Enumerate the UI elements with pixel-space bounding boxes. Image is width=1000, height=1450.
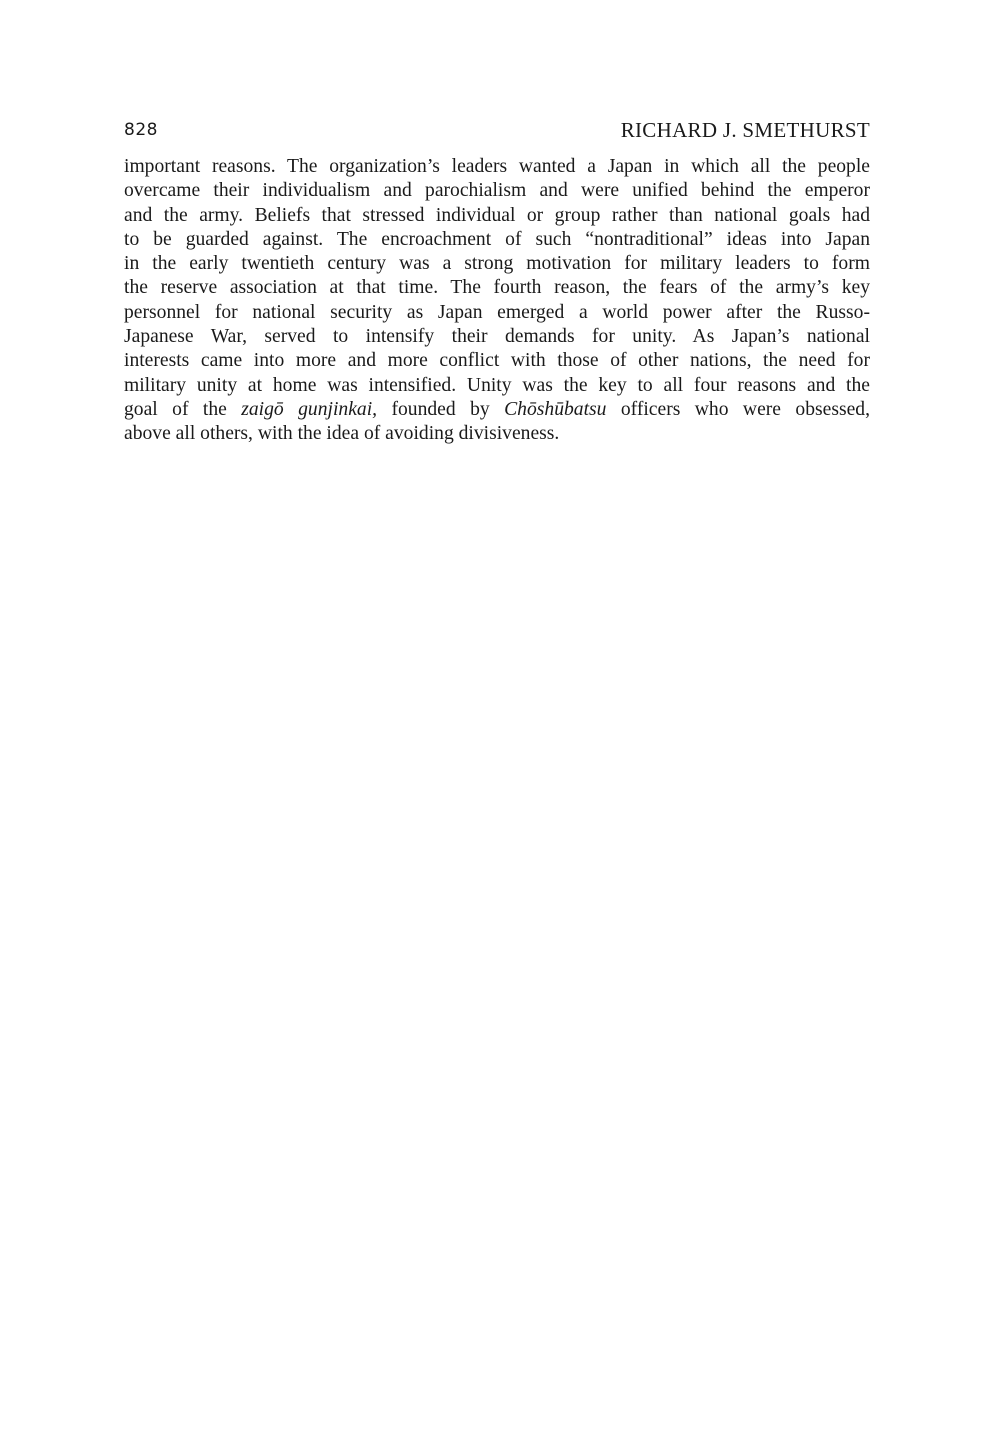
page-number: 828 — [124, 120, 158, 140]
text-line: in the early twentieth century was a strong motivation for military leaders to form — [124, 253, 870, 275]
italic-term-choshubatsu: Chōshūbatsu — [504, 398, 607, 420]
text-line: Japanese War, served to intensify their demands for unity. As Japan’s national — [124, 326, 870, 348]
text-line-last: above all others, with the idea of avoiding divisiveness. — [124, 423, 560, 445]
text-line: to be guarded against. The encroachment of such “nontraditional” ideas into Japan — [124, 228, 870, 250]
text-line: military unity at home was intensified. Unity was the key to all four reasons and the — [124, 374, 870, 396]
text-run: goal of the — [124, 398, 242, 420]
running-head — [124, 118, 870, 146]
text-line: personnel for national security as Japan emerged a world power after the Russo- — [124, 301, 870, 323]
text-line: overcame their individualism and parochialism and were unified behind the emperor — [124, 180, 870, 202]
text-line — [124, 398, 870, 422]
body-paragraph — [124, 155, 870, 447]
text-line: the reserve association at that time. The fourth reason, the fears of the army’s key — [124, 277, 870, 299]
italic-term-zaigo-gunjinkai: zaigō gunjinkai, — [241, 398, 378, 420]
text-line: interests came into more and more conflict with those of other nations, the need for — [124, 350, 870, 372]
text-line: and the army. Beliefs that stressed individual or group rather than national goals had — [124, 204, 870, 226]
text-run: founded by — [377, 398, 505, 420]
running-title: RICHARD J. SMETHURST — [620, 118, 870, 142]
text-line: important reasons. The organization’s leaders wanted a Japan in which all the people — [124, 156, 870, 177]
text-run: officers who were obsessed, — [606, 398, 870, 420]
